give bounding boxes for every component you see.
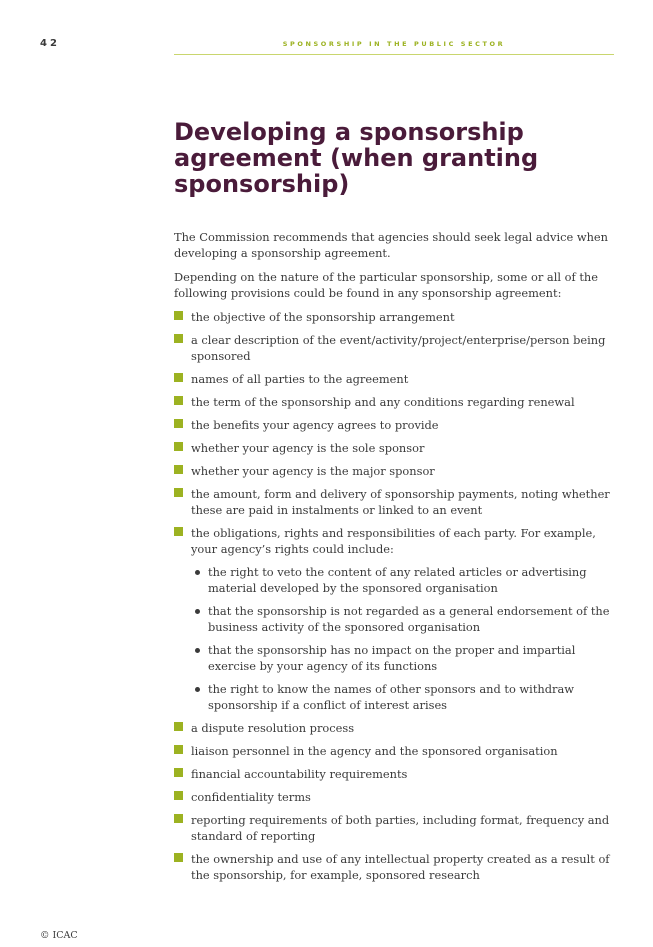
body-content xyxy=(174,229,614,890)
list-item-text: liaison personnel in the agency and the sponsored organisation xyxy=(191,744,558,758)
green-square-bullet-icon xyxy=(174,745,183,754)
list-item-text: whether your agency is the sole sponsor xyxy=(191,441,425,455)
list-item xyxy=(174,371,614,387)
green-square-bullet-icon xyxy=(174,853,183,862)
list-item-text: a clear description of the event/activity/project/enterprise/person being sponsored xyxy=(191,333,606,363)
sub-list-item xyxy=(191,681,614,713)
green-square-bullet-icon xyxy=(174,396,183,405)
green-square-bullet-icon xyxy=(174,419,183,428)
list-item xyxy=(174,720,614,736)
list-item xyxy=(174,851,614,883)
green-square-bullet-icon xyxy=(174,465,183,474)
sub-list-item-text: the right to know the names of other sponsors and to withdraw sponsorship if a conflict of interest arises xyxy=(208,682,575,712)
list-item xyxy=(174,812,614,844)
list-item xyxy=(174,309,614,325)
green-square-bullet-icon xyxy=(174,722,183,731)
green-square-bullet-icon xyxy=(174,373,183,382)
list-item-text: the term of the sponsorship and any conditions regarding renewal xyxy=(191,395,575,409)
list-item xyxy=(174,789,614,805)
list-item-text: confidentiality terms xyxy=(191,790,311,804)
list-item-text: the ownership and use of any intellectual property created as a result of the sponsorship, for example, sponsored research xyxy=(191,852,610,882)
list-item-text: the benefits your agency agrees to provide xyxy=(191,418,439,432)
copyright-notice: © ICAC xyxy=(40,930,78,941)
page-title: Developing a sponsorship agreement (when granting sponsorship) xyxy=(174,118,539,198)
sub-list-item-text: that the sponsorship has no impact on the proper and impartial exercise by your agency of its functions xyxy=(208,643,576,673)
green-square-bullet-icon xyxy=(174,442,183,451)
list-item-text: financial accountability requirements xyxy=(191,767,408,781)
green-square-bullet-icon xyxy=(174,334,183,343)
round-bullet-icon xyxy=(195,570,200,575)
sub-list-item xyxy=(191,642,614,674)
list-item-text: a dispute resolution process xyxy=(191,721,355,735)
page-number: 42 xyxy=(40,38,60,49)
green-square-bullet-icon xyxy=(174,791,183,800)
list-item-text: the objective of the sponsorship arrangement xyxy=(191,310,455,324)
sub-list-item xyxy=(191,564,614,596)
green-square-bullet-icon xyxy=(174,768,183,777)
list-item-text: reporting requirements of both parties, including format, frequency and standard of reporting xyxy=(191,813,610,843)
round-bullet-icon xyxy=(195,687,200,692)
list-item xyxy=(174,486,614,518)
list-item xyxy=(174,743,614,759)
list-item-text: the obligations, rights and responsibilities of each party. For example, your agency’s rights could include: xyxy=(191,526,596,556)
list-item-text: whether your agency is the major sponsor xyxy=(191,464,435,478)
running-header: SPONSORSHIP IN THE PUBLIC SECTOR xyxy=(282,40,506,48)
sub-list-item xyxy=(191,603,614,635)
green-square-bullet-icon xyxy=(174,311,183,320)
round-bullet-icon xyxy=(195,648,200,653)
intro-paragraph: The Commission recommends that agencies should seek legal advice when developing a sponsorship agreement. xyxy=(174,230,608,260)
agency-rights-list xyxy=(191,564,614,713)
header-rule xyxy=(174,54,614,55)
list-item xyxy=(174,394,614,410)
sub-list-item-text: the right to veto the content of any related articles or advertising material developed by the sponsored organisation xyxy=(208,565,587,595)
list-item-text: names of all parties to the agreement xyxy=(191,372,409,386)
intro-paragraph: Depending on the nature of the particular sponsorship, some or all of the following provisions could be found in any sponsorship agreement: xyxy=(174,270,598,300)
green-square-bullet-icon xyxy=(174,814,183,823)
list-item xyxy=(174,332,614,364)
list-item xyxy=(174,417,614,433)
green-square-bullet-icon xyxy=(174,527,183,536)
provisions-list xyxy=(174,309,614,883)
list-item xyxy=(174,440,614,456)
green-square-bullet-icon xyxy=(174,488,183,497)
list-item xyxy=(174,463,614,479)
round-bullet-icon xyxy=(195,609,200,614)
list-item xyxy=(174,766,614,782)
sub-list-item-text: that the sponsorship is not regarded as a general endorsement of the business activity of the sponsored organisation xyxy=(208,604,610,634)
list-item-text: the amount, form and delivery of sponsorship payments, noting whether these are paid in instalments or linked to an event xyxy=(191,487,610,517)
list-item xyxy=(174,525,614,713)
